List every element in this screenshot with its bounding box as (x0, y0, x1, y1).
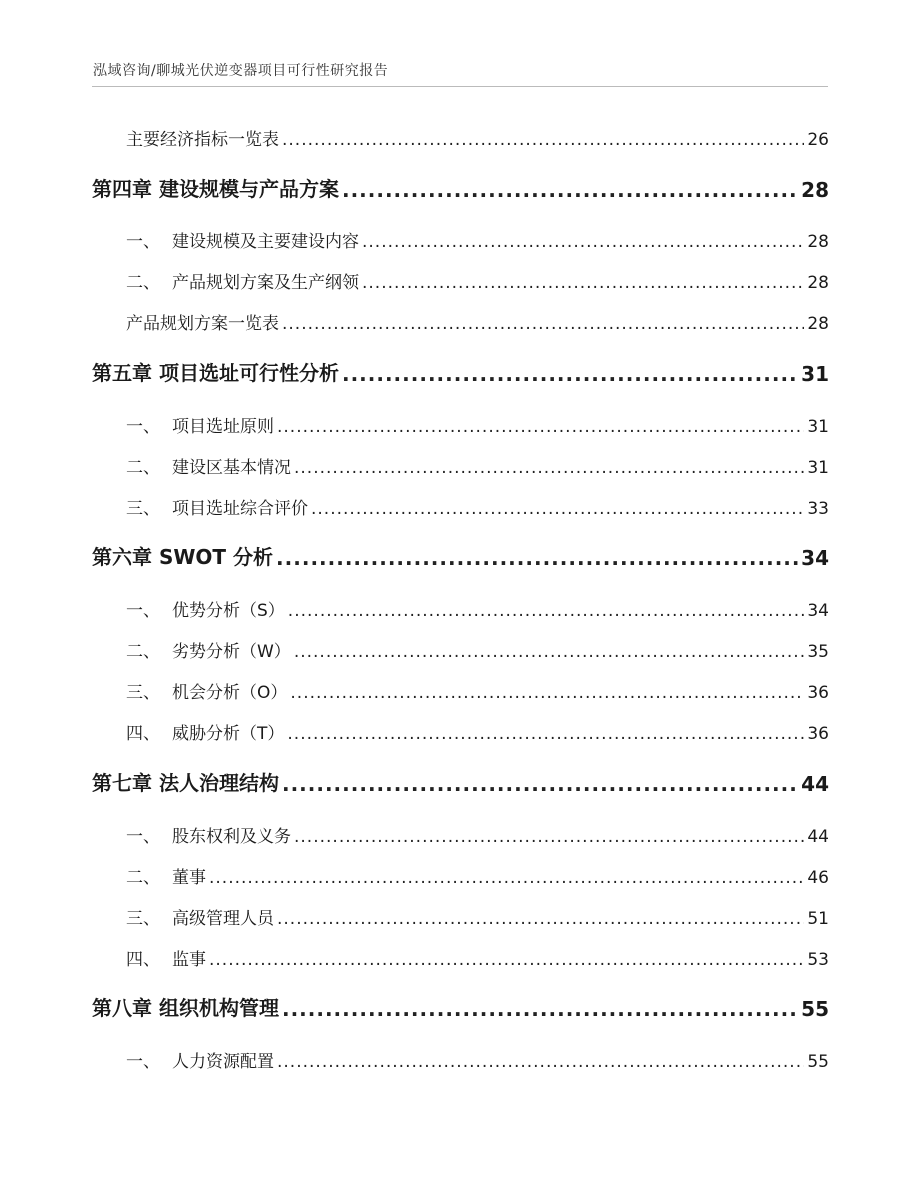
toc-page-number: 33 (807, 499, 829, 519)
toc-page-number: 51 (807, 909, 829, 929)
toc-entry-title: 第五章 项目选址可行性分析 (92, 361, 339, 385)
toc-section-entry[interactable] (126, 946, 829, 970)
toc-entry-number: 四、 (126, 950, 160, 970)
toc-page-number: 28 (807, 232, 829, 252)
toc-section-entry[interactable] (126, 679, 829, 703)
toc-entry-title: 主要经济指标一览表 (126, 130, 279, 150)
toc-entry-title: 项目选址原则 (172, 417, 274, 437)
toc-entry-number: 二、 (126, 458, 160, 478)
toc-page-number: 53 (807, 950, 829, 970)
toc-page-number: 35 (807, 642, 829, 662)
toc-leader-dots (282, 130, 804, 150)
toc-leader-dots (294, 827, 804, 847)
toc-chapter-entry[interactable] (92, 768, 829, 796)
toc-section-entry[interactable] (126, 720, 829, 744)
toc-entry-title: 劣势分析（W） (172, 642, 291, 662)
toc-page-number: 28 (801, 178, 829, 202)
toc-entry-number: 三、 (126, 683, 160, 703)
toc-chapter-entry[interactable] (92, 174, 829, 202)
toc-entry-title: 监事 (172, 950, 206, 970)
toc-page-number: 55 (801, 997, 829, 1021)
toc-entry-title: 产品规划方案一览表 (126, 314, 279, 334)
toc-page-number: 28 (807, 273, 829, 293)
toc-entry-title: 建设规模及主要建设内容 (172, 232, 359, 252)
toc-leader-dots (288, 601, 805, 621)
toc-entry-number: 一、 (126, 232, 160, 252)
toc-entry-number: 一、 (126, 1052, 160, 1072)
document-header: 泓域咨询/聊城光伏逆变器项目可行性研究报告 (93, 63, 389, 79)
toc-chapter-entry[interactable] (92, 358, 829, 386)
toc-leader-dots (290, 683, 804, 703)
toc-entry-number: 二、 (126, 642, 160, 662)
toc-entry-title: 项目选址综合评价 (172, 499, 308, 519)
toc-page-number: 31 (807, 417, 829, 437)
toc-section-entry[interactable] (126, 864, 829, 888)
toc-page-number: 44 (801, 772, 829, 796)
toc-leader-dots (282, 772, 798, 796)
toc-chapter-entry[interactable] (92, 542, 829, 570)
toc-leader-dots (276, 546, 798, 570)
toc-section-entry[interactable] (126, 269, 829, 293)
toc-leader-dots (209, 868, 804, 888)
toc-section-entry[interactable] (126, 228, 829, 252)
toc-leader-dots (282, 997, 798, 1021)
toc-entry-number: 四、 (126, 724, 160, 744)
toc-leader-dots (311, 499, 804, 519)
toc-leader-dots (209, 950, 804, 970)
toc-entry-number: 二、 (126, 273, 160, 293)
toc-leader-dots (277, 1052, 804, 1072)
toc-entry-number: 一、 (126, 417, 160, 437)
toc-entry-title: 董事 (172, 868, 206, 888)
toc-entry-number: 三、 (126, 499, 160, 519)
toc-leader-dots (362, 232, 804, 252)
toc-leader-dots (277, 909, 804, 929)
toc-entry-number: 三、 (126, 909, 160, 929)
toc-leader-dots (282, 314, 804, 334)
toc-page-number: 55 (807, 1052, 829, 1072)
toc-page-number: 46 (807, 868, 829, 888)
toc-entry-title: 人力资源配置 (172, 1052, 274, 1072)
toc-entry-number: 一、 (126, 827, 160, 847)
toc-entry-title: 机会分析（O） (172, 683, 288, 703)
toc-page-number: 36 (807, 724, 829, 744)
header-rule (92, 86, 828, 87)
toc-page-number: 34 (801, 546, 829, 570)
toc-entry-title: 第四章 建设规模与产品方案 (92, 177, 339, 201)
toc-leader-dots (362, 273, 804, 293)
toc-page-number: 44 (807, 827, 829, 847)
toc-section-entry[interactable] (126, 454, 829, 478)
toc-section-entry[interactable] (126, 638, 829, 662)
toc-page-number: 34 (807, 601, 829, 621)
toc-entry-title: 第六章 SWOT 分析 (92, 545, 274, 569)
toc-entry-title: 威胁分析（T） (172, 724, 285, 744)
toc-section-entry[interactable] (126, 126, 829, 150)
toc-page-number: 26 (807, 130, 829, 150)
toc-leader-dots (342, 178, 798, 202)
toc-page-number: 36 (807, 683, 829, 703)
toc-leader-dots (287, 724, 804, 744)
toc-entry-number: 一、 (126, 601, 160, 621)
toc-chapter-entry[interactable] (92, 993, 829, 1021)
toc-leader-dots (342, 362, 798, 386)
toc-section-entry[interactable] (126, 1048, 829, 1072)
toc-leader-dots (294, 458, 804, 478)
toc-page-number: 28 (807, 314, 829, 334)
toc-entry-title: 第八章 组织机构管理 (92, 996, 279, 1020)
toc-entry-title: 股东权利及义务 (172, 827, 291, 847)
toc-entry-number: 二、 (126, 868, 160, 888)
toc-section-entry[interactable] (126, 413, 829, 437)
toc-page-number: 31 (807, 458, 829, 478)
toc-entry-title: 优势分析（S） (172, 601, 285, 621)
toc-section-entry[interactable] (126, 310, 829, 334)
toc-section-entry[interactable] (126, 823, 829, 847)
toc-section-entry[interactable] (126, 905, 829, 929)
toc-entry-title: 第七章 法人治理结构 (92, 771, 279, 795)
toc-leader-dots (277, 417, 804, 437)
toc-entry-title: 高级管理人员 (172, 909, 274, 929)
toc-entry-title: 建设区基本情况 (172, 458, 291, 478)
toc-page-number: 31 (801, 362, 829, 386)
toc-section-entry[interactable] (126, 597, 829, 621)
toc-leader-dots (294, 642, 805, 662)
toc-entry-title: 产品规划方案及生产纲领 (172, 273, 359, 293)
toc-section-entry[interactable] (126, 495, 829, 519)
